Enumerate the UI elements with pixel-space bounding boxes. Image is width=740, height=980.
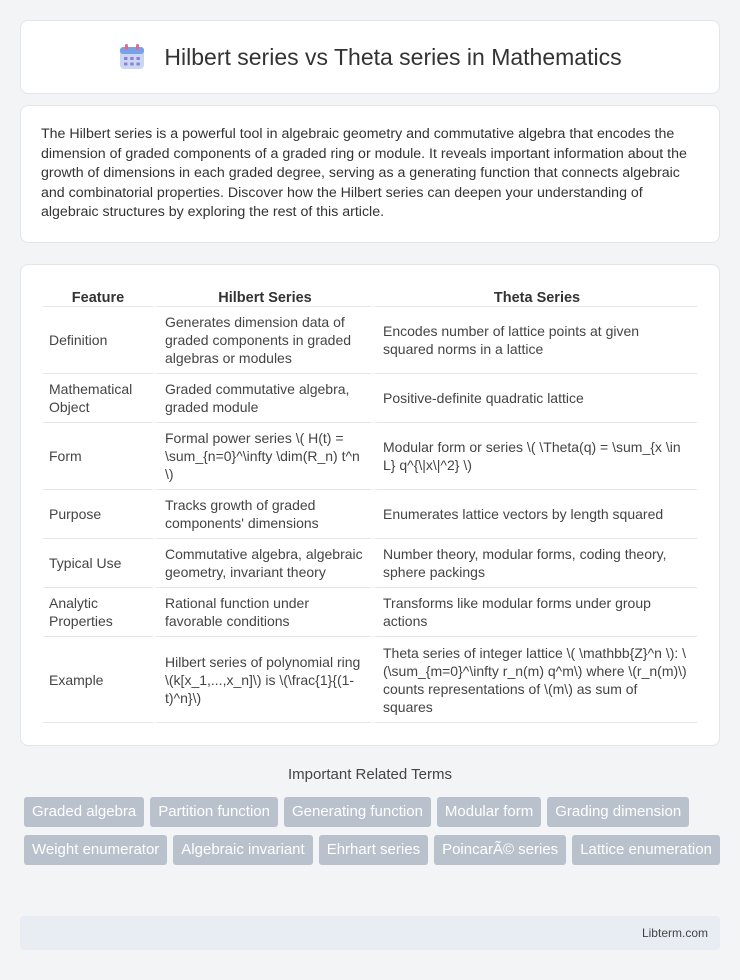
row-hilbert: Commutative algebra, algebraic geometry, invariant theory [153,539,371,588]
intro-card [20,105,720,243]
footer [20,916,720,950]
table-row [43,374,697,423]
row-hilbert: Graded commutative algebra, graded module [153,374,371,423]
row-hilbert: Tracks growth of graded components' dimensions [153,490,371,539]
term-tag[interactable]: Weight enumerator [24,835,167,865]
table-row [43,637,697,723]
row-feature: Purpose [43,490,153,539]
row-theta: Modular form or series \( \Theta(q) = \sum_{x \in L} q^{\|x\|^2} \) [371,423,697,490]
row-feature: Example [43,637,153,723]
term-tag[interactable]: Lattice enumeration [572,835,720,865]
related-terms-list [24,797,724,865]
related-terms-title: Important Related Terms [288,766,452,783]
row-theta: Positive-definite quadratic lattice [371,374,697,423]
row-theta: Theta series of integer lattice \( \mathbb{Z}^n \): \(\sum_{m=0}^\infty r_n(m) q^m\) where \(r_n(m)\) counts representations of \(m\) as sum of squares [371,637,697,723]
calendar-icon [118,43,146,71]
term-tag[interactable]: Algebraic invariant [173,835,312,865]
term-tag[interactable]: Ehrhart series [319,835,428,865]
table-row [43,539,697,588]
term-tag[interactable]: Partition function [150,797,278,827]
table-row [43,588,697,637]
row-theta: Transforms like modular forms under group actions [371,588,697,637]
term-tag[interactable]: Grading dimension [547,797,689,827]
row-feature: Form [43,423,153,490]
term-tag[interactable]: PoincarÃ© series [434,835,566,865]
table-row [43,423,697,490]
row-feature: Analytic Properties [43,588,153,637]
row-feature: Typical Use [43,539,153,588]
row-hilbert: Rational function under favorable conditions [153,588,371,637]
row-theta: Number theory, modular forms, coding theory, sphere packings [371,539,697,588]
row-feature: Mathematical Object [43,374,153,423]
comparison-card [20,264,720,746]
row-hilbert: Generates dimension data of graded components in graded algebras or modules [153,307,371,374]
term-tag[interactable]: Generating function [284,797,431,827]
row-theta: Encodes number of lattice points at given squared norms in a lattice [371,307,697,374]
row-feature: Definition [43,307,153,374]
row-theta: Enumerates lattice vectors by length squared [371,490,697,539]
header-card [20,20,720,94]
footer-site-link[interactable]: Libterm.com [641,926,708,940]
page-title: Hilbert series vs Theta series in Mathematics [164,43,622,70]
comparison-table [43,285,697,723]
header-feature: Feature [43,285,153,307]
header-hilbert: Hilbert Series [153,285,371,307]
term-tag[interactable]: Modular form [437,797,541,827]
row-hilbert: Hilbert series of polynomial ring \(k[x_1,...,x_n]\) is \(\frac{1}{(1-t)^n}\) [153,637,371,723]
term-tag[interactable]: Graded algebra [24,797,144,827]
table-row [43,490,697,539]
table-row [43,307,697,374]
header-theta: Theta Series [371,285,697,307]
row-hilbert: Formal power series \( H(t) = \sum_{n=0}^\infty \dim(R_n) t^n \) [153,423,371,490]
intro-text: The Hilbert series is a powerful tool in algebraic geometry and commutative algebra that encodes the dimension of graded components of a graded ring or module. It reveals important information about the growth of dimensions in each graded degree, serving as a generating function that connects algebraic and combinatorial properties. Discover how the Hilbert series can deepen your understanding of algebraic structures by exploring the rest of this article. [41,126,687,221]
table-header-row [43,285,697,307]
